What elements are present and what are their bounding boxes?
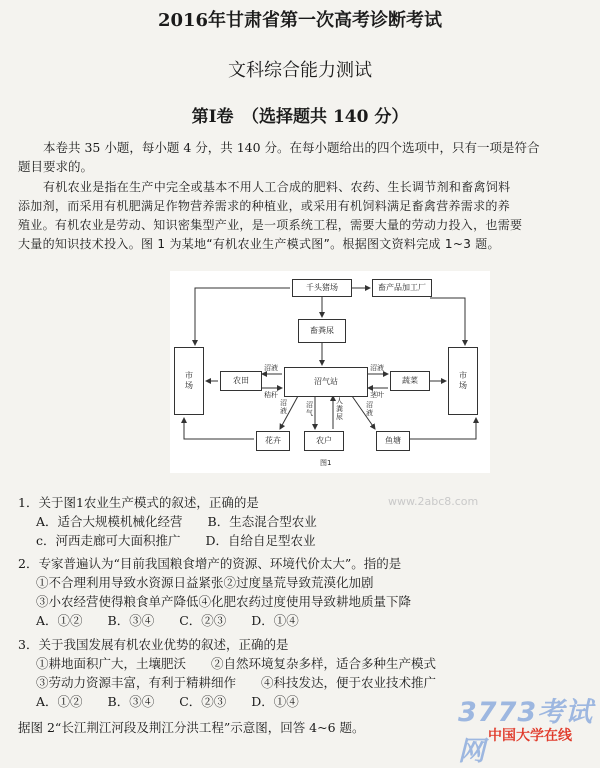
intro-line: 本卷共 35 小题，每小题 4 分，共 140 分。在每小题给出的四个选项中，只有一项是符合 [43,140,540,155]
question-2-statements: ①不合理利用导致水资源日益紧张②过度垦荒导致荒漠化加剧 [36,575,374,590]
box-fishpond: 鱼塘 [376,431,410,451]
watermark: www.2abc8.com [388,495,479,508]
box-flowers: 花卉 [256,431,290,451]
box-field: 农田 [220,371,262,391]
intro-line: 题目要求的。 [18,159,94,174]
question-1-stem: 1．关于图1农业生产模式的叙述，正确的是 [18,495,259,510]
question-2-stem: 2．专家普遍认为“目前我国粮食增产的资源、环境代价太大”。指的是 [18,556,402,571]
box-biogas-station: 沼气站 [284,367,368,397]
label-straw: 秸秆 [264,391,278,399]
box-pig-farm: 千头猪场 [292,279,352,297]
section-heading: 第I卷 （选择题共 140 分） [191,107,409,127]
question-3-statements: ①耕地面积广大，土壤肥沃 ②自然环境复杂多样，适合多种生产模式 [36,656,437,671]
label-slurry: 沼液 [264,364,278,372]
intro-paragraph [18,138,584,176]
label-human-waste: 人粪尿 [336,397,343,421]
label-slurry: 沼液 [370,364,384,372]
question-1-options: c．河西走廊可大面积推广 D．自给自足型农业 [36,533,316,548]
passage-paragraph [18,178,584,254]
box-market-right: 市场 [448,347,478,415]
box-manure: 畜粪尿 [298,319,346,343]
label-leaves: 茎叶 [370,391,384,399]
box-farmers: 农户 [304,431,344,451]
exam-title: 2016年甘肃省第一次高考诊断考试 [157,10,443,31]
question-2-statements: ③小农经营使得粮食单产降低④化肥农药过度使用导致耕地质量下降 [36,594,412,609]
passage-line: 有机农业是指在生产中完全或基本不用人工合成的肥料、农药、生长调节剂和畜禽饲料 [43,180,511,194]
question-1-options: A．适合大规模机械化经营 B．生态混合型农业 [36,514,317,529]
figure-1-diagram [170,271,490,473]
question-3-options: A．①② B．③④ C．②③ D．①④ [36,694,299,709]
question-2-options: A．①② B．③④ C．②③ D．①④ [36,613,299,628]
exam-subtitle: 文科综合能力测试 [228,60,372,81]
passage-line: 殖业。有机农业是劳动、知识密集型产业，是一项系统工程，需要大量的劳动力投入，也需要 [18,218,523,232]
passage-line: 大量的知识技术投入。图 1 为某地“有机农业生产模式图”。根据图文资料完成 1~3 题。 [18,237,500,251]
label-slurry: 沼液 [366,401,373,417]
label-biogas: 沼气 [306,401,313,417]
box-vegetables: 蔬菜 [390,371,430,391]
next-instruction: 据图 2“长江荆江河段及荆江分洪工程”示意图，回答 4~6 题。 [18,720,365,735]
figure-caption: 图1 [320,459,332,467]
label-slurry: 沼液 [280,399,287,415]
site-logo: 3773考试网 [458,697,594,767]
passage-line: 添加剂，而采用有机肥满足作物营养需求的种植业，或采用有机饲料满足畜禽营养需求的养 [18,199,511,213]
box-market-left: 市场 [174,347,204,415]
box-processing-plant: 畜产品加工厂 [372,279,432,297]
question-3-stem: 3．关于我国发展有机农业优势的叙述，正确的是 [18,637,289,652]
question-3-statements: ③劳动力资源丰富，有利于精耕细作 ④科技发达，便于农业技术推广 [36,675,437,690]
site-tagline: 中国大学在线 [488,728,572,744]
